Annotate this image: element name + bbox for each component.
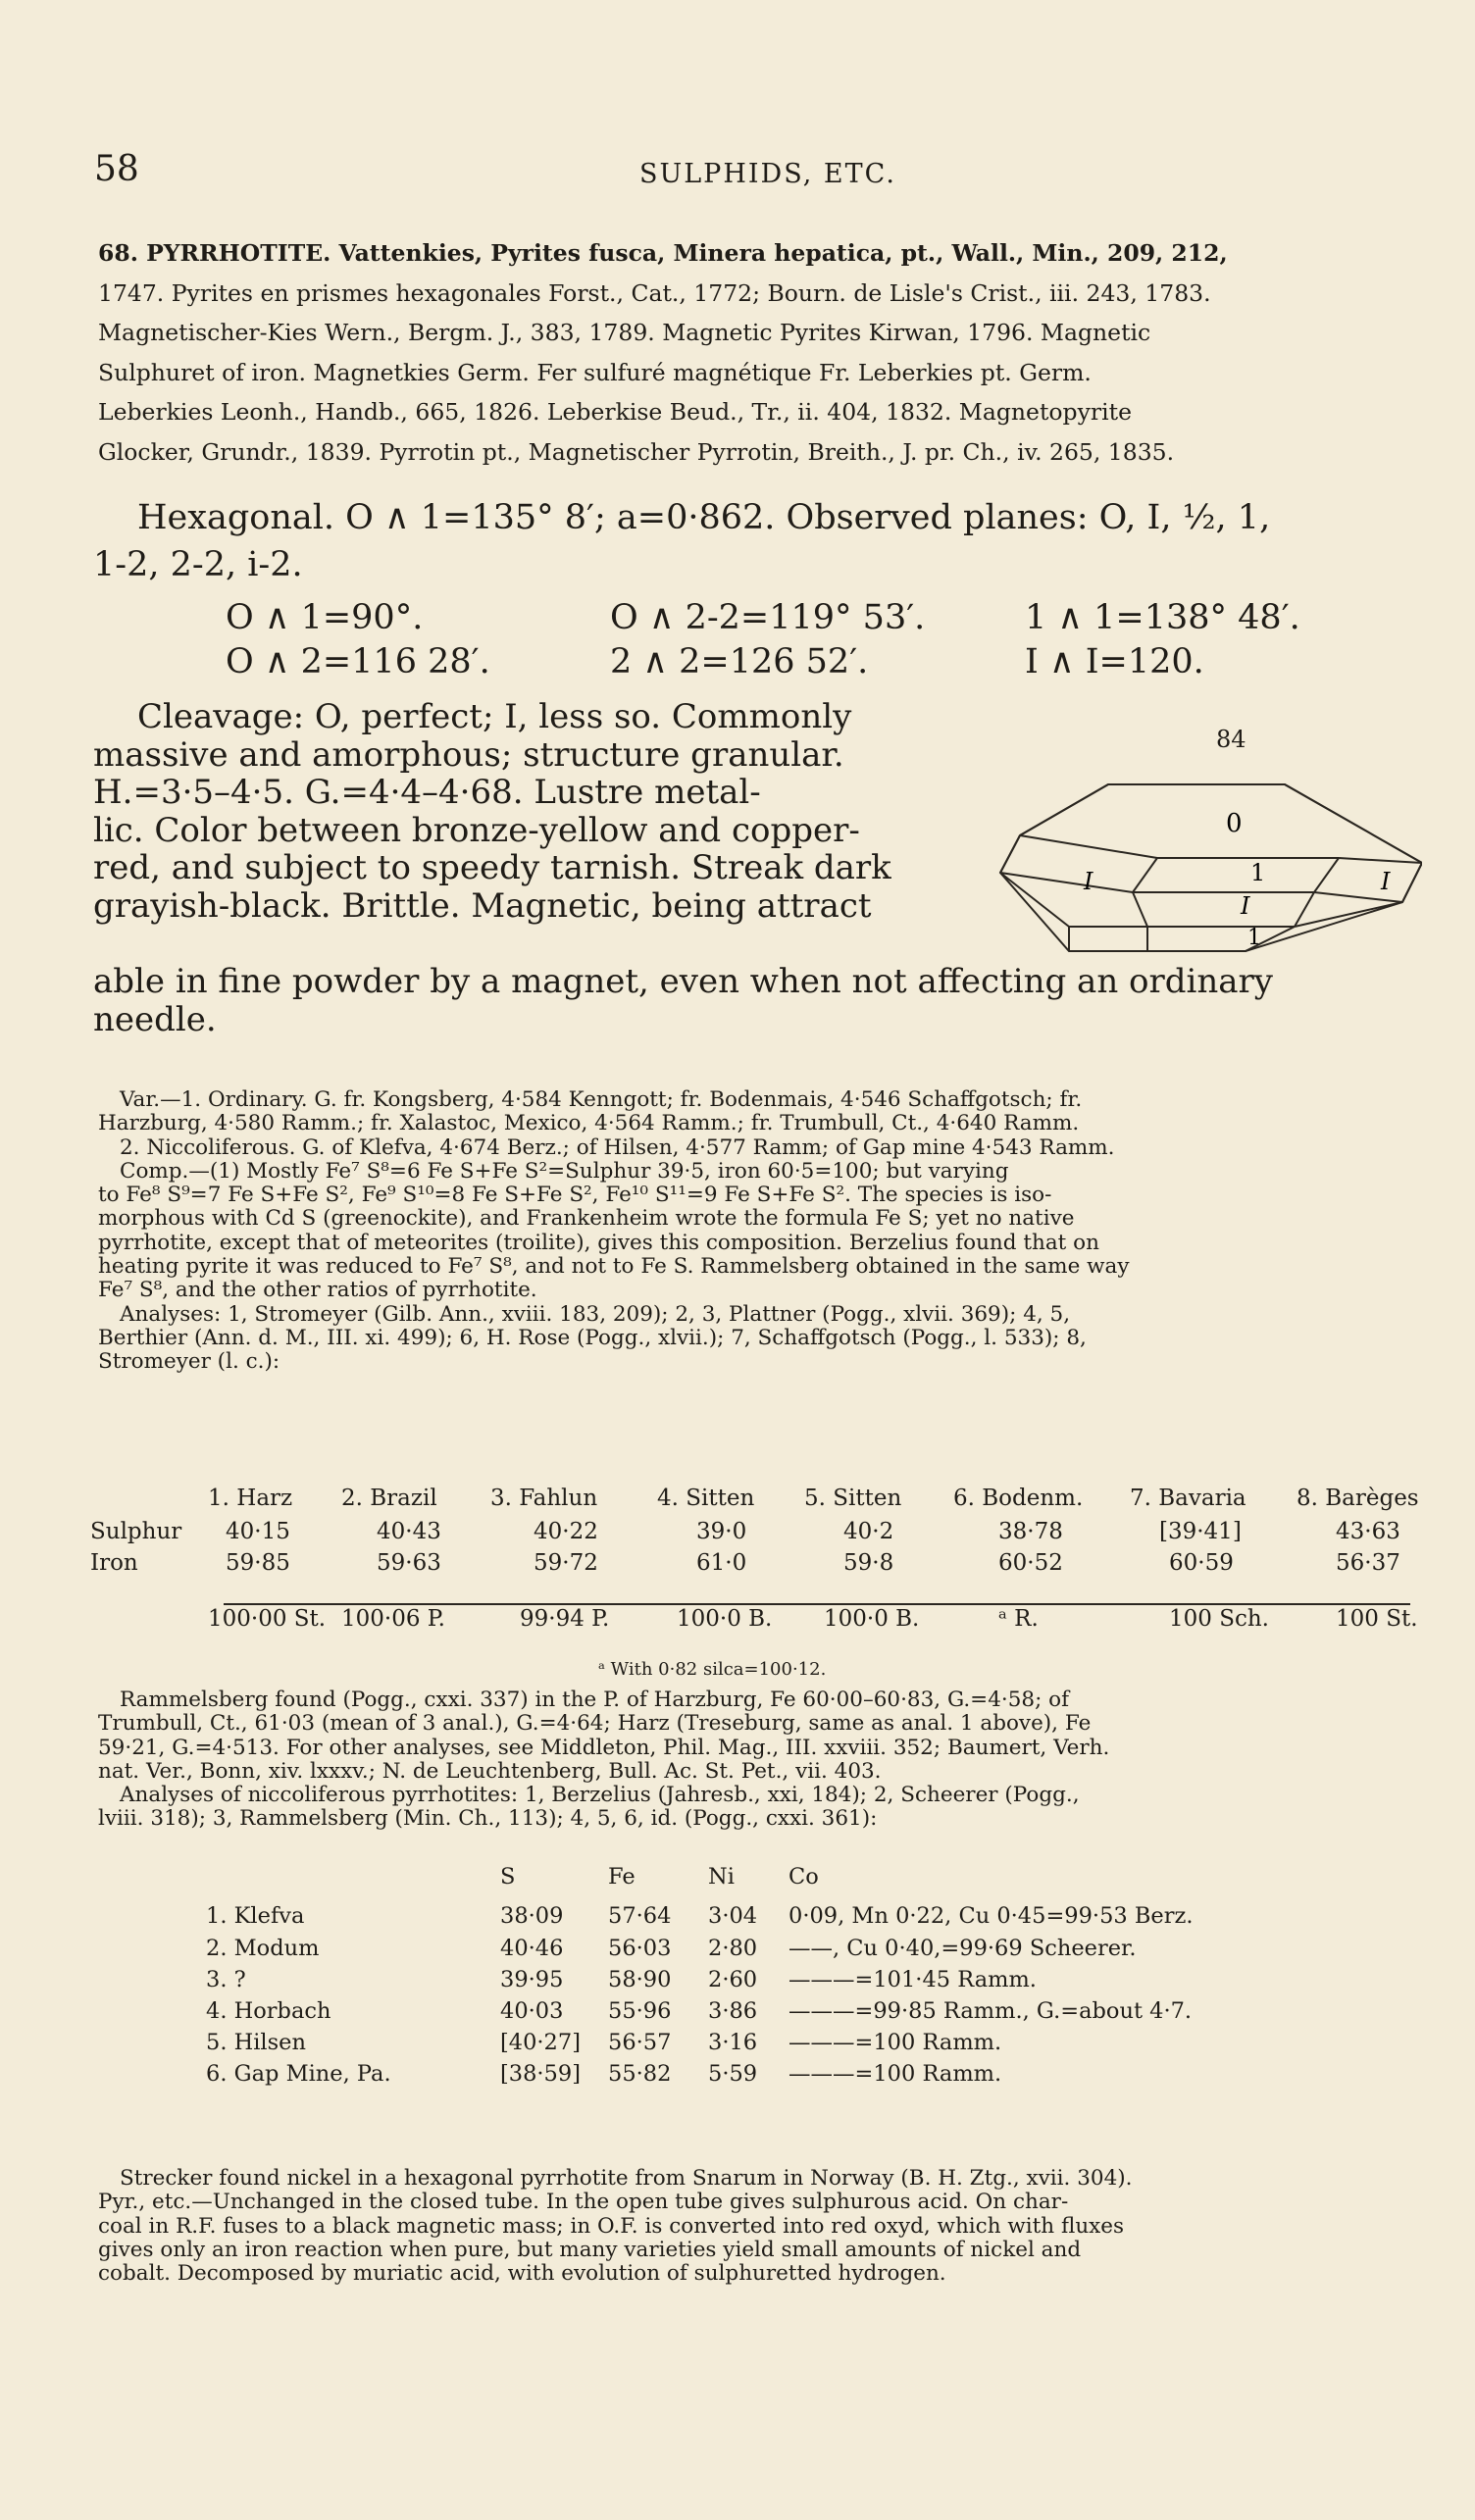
figure-label: 0 bbox=[1226, 809, 1243, 838]
table-cell: 3·86 bbox=[708, 1998, 758, 2024]
table-cell: 59·63 bbox=[377, 1550, 441, 1576]
table-cell: 60·59 bbox=[1169, 1550, 1234, 1576]
description-line: H.=3·5–4·5. G.=4·4–4·68. Lustre metal- bbox=[93, 773, 761, 812]
table-cell: 6. Gap Mine, Pa. bbox=[206, 2061, 391, 2087]
crystal-line-2: 1-2, 2-2, i-2. bbox=[93, 545, 303, 584]
table-cell: 40·22 bbox=[534, 1519, 598, 1544]
table-row bbox=[90, 1516, 1419, 1547]
text-line: coal in R.F. fuses to a black magnetic mass; in O.F. is converted into red oxyd, which with fluxes bbox=[98, 2213, 1125, 2239]
table-cell: 56·37 bbox=[1336, 1550, 1400, 1576]
description-line: grayish-black. Brittle. Magnetic, being attract bbox=[93, 885, 872, 926]
text-line: Var.—1. Ordinary. G. fr. Kongsberg, 4·584 Kenngott; fr. Bodenmais, 4·546 Schaffgotsch; fr. bbox=[120, 1087, 1083, 1112]
table-row bbox=[206, 2058, 1193, 2090]
table-cell: 38·78 bbox=[998, 1519, 1063, 1544]
crystal-line-1: Hexagonal. O ∧ 1=135° 8′; a=0·862. Observed planes: O, I, ½, 1, bbox=[137, 498, 1271, 537]
description-line: needle. bbox=[93, 999, 217, 1039]
text-line: Berthier (Ann. d. M., III. xi. 499); 6, H. Rose (Pogg., xlvii.); 7, Schaffgotsch (Pogg., l. 533); 8, bbox=[98, 1325, 1087, 1350]
table-cell: ——, Cu 0·40,=99·69 Scheerer. bbox=[788, 1936, 1137, 1961]
table-cell: 3·16 bbox=[708, 2030, 758, 2055]
table-cell: 3. ? bbox=[206, 1967, 246, 1992]
table-header: 1. Harz bbox=[208, 1486, 293, 1511]
synonymy-line: Leberkies Leonh., Handb., 665, 1826. Leberkise Beud., Tr., ii. 404, 1832. Magnetopyrite bbox=[98, 398, 1132, 426]
table-cell: 1. Klefva bbox=[206, 1902, 305, 1929]
angle-cell: O ∧ 1=90°. bbox=[226, 598, 424, 637]
table-cell: ———=99·85 Ramm., G.=about 4·7. bbox=[788, 1998, 1193, 2024]
table-row bbox=[206, 1933, 1193, 1964]
table-cell: 100·0 B. bbox=[677, 1606, 773, 1632]
rammelsberg-section bbox=[98, 1688, 1434, 1832]
varieties-section bbox=[98, 1088, 1434, 1375]
figure-label: I bbox=[1241, 892, 1250, 920]
figure-label: I bbox=[1084, 868, 1094, 895]
description-line: red, and subject to speedy tarnish. Streak dark bbox=[93, 848, 891, 887]
table-cell: 60·52 bbox=[998, 1550, 1063, 1576]
analysis-table bbox=[90, 1481, 1419, 1636]
table-row bbox=[90, 1547, 1419, 1579]
angle-cell: O ∧ 2-2=119° 53′. bbox=[610, 598, 926, 637]
table-row bbox=[206, 1964, 1193, 1995]
table-cell: 40·43 bbox=[377, 1519, 441, 1544]
description-line: lic. Color between bronze-yellow and copper- bbox=[93, 810, 860, 850]
table-header: Fe bbox=[608, 1864, 636, 1890]
table-cell: 39·95 bbox=[500, 1967, 564, 1992]
table-cell bbox=[90, 1579, 208, 1636]
synonymy-line: 1747. Pyrites en prismes hexagonales Forst., Cat., 1772; Bourn. de Lisle's Crist., iii. 243, 1783. bbox=[98, 278, 1211, 307]
table-cell: 59·85 bbox=[226, 1550, 290, 1576]
table-header bbox=[90, 1481, 208, 1516]
text-line: Comp.—(1) Mostly Fe⁷ S⁸=6 Fe S+Fe S²=Sulphur 39·5, iron 60·5=100; but varying bbox=[120, 1158, 1009, 1184]
table-cell: 38·09 bbox=[500, 1902, 564, 1929]
table-header-row bbox=[206, 1855, 1193, 1898]
table-cell: 61·0 bbox=[696, 1550, 747, 1576]
table-header: 5. Sitten bbox=[804, 1486, 902, 1511]
nickel-table bbox=[206, 1855, 1193, 2090]
table-cell: 0·09, Mn 0·22, Cu 0·45=99·53 Berz. bbox=[788, 1902, 1194, 1929]
table-cell: 100·0 B. bbox=[824, 1606, 920, 1632]
table-header: Co bbox=[788, 1864, 819, 1890]
table-cell: 2·60 bbox=[708, 1967, 758, 1992]
table-row bbox=[206, 1898, 1193, 1933]
text-line: 59·21, G.=4·513. For other analyses, see Middleton, Phil. Mag., III. xxviii. 352; Baumert, Verh. bbox=[98, 1735, 1110, 1760]
table-header bbox=[206, 1855, 500, 1898]
crystal-drawing bbox=[991, 745, 1422, 971]
table-header-row bbox=[90, 1481, 1419, 1516]
angle-cell: I ∧ I=120. bbox=[1025, 642, 1204, 681]
angle-cell: 1 ∧ 1=138° 48′. bbox=[1025, 598, 1300, 637]
table-cell: [38·59] bbox=[500, 2061, 581, 2087]
table-header: Ni bbox=[708, 1864, 735, 1890]
table-cell: ᵃ R. bbox=[998, 1606, 1039, 1632]
text-line: Strecker found nickel in a hexagonal pyrrhotite from Snarum in Norway (B. H. Ztg., xvii. 304). bbox=[120, 2166, 1133, 2191]
figure-label: 1 bbox=[1250, 859, 1266, 886]
table-cell: 59·72 bbox=[534, 1550, 598, 1576]
pyrognostics-section bbox=[98, 2167, 1434, 2286]
table-cell: ———=100 Ramm. bbox=[788, 2030, 1002, 2055]
table-header: 6. Bodenm. bbox=[953, 1486, 1084, 1511]
table-cell: 40·46 bbox=[500, 1936, 564, 1961]
text-line: 2. Niccoliferous. G. of Klefva, 4·674 Berz.; of Hilsen, 4·577 Ramm; of Gap mine 4·543 Ramm. bbox=[120, 1134, 1115, 1160]
table-header: 7. Bavaria bbox=[1130, 1486, 1246, 1511]
table-total-row bbox=[90, 1579, 1419, 1636]
table-header: 2. Brazil bbox=[341, 1486, 437, 1511]
text-line: Analyses of niccoliferous pyrrhotites: 1, Berzelius (Jahresb., xxi, 184); 2, Scheerer (Pogg., bbox=[120, 1783, 1080, 1808]
table-cell: 56·03 bbox=[608, 1936, 672, 1961]
text-line: to Fe⁸ S⁹=7 Fe S+Fe S², Fe⁹ S¹⁰=8 Fe S+Fe S², Fe¹⁰ S¹¹=9 Fe S+Fe S². The species is iso- bbox=[98, 1183, 1052, 1208]
table-cell: 55·96 bbox=[608, 1998, 672, 2024]
text-line: Trumbull, Ct., 61·03 (mean of 3 anal.), G.=4·64; Harz (Treseburg, same as anal. 1 above), Fe bbox=[98, 1711, 1092, 1737]
text-line: cobalt. Decomposed by muriatic acid, with evolution of sulphuretted hydrogen. bbox=[98, 2261, 946, 2287]
table-cell: 58·90 bbox=[608, 1967, 672, 1992]
table-header: 8. Barèges bbox=[1297, 1486, 1419, 1511]
angle-cell: O ∧ 2=116 28′. bbox=[226, 642, 490, 681]
table-cell: 2. Modum bbox=[206, 1936, 320, 1961]
table-cell: 4. Horbach bbox=[206, 1998, 331, 2024]
description-line: able in fine powder by a magnet, even when not affecting an ordinary bbox=[93, 962, 1274, 1001]
table-cell: ———=100 Ramm. bbox=[788, 2061, 1002, 2087]
description-line: Cleavage: O, perfect; I, less so. Commonly bbox=[137, 697, 852, 736]
text-line: Pyr., etc.—Unchanged in the closed tube. In the open tube gives sulphurous acid. On char- bbox=[98, 2190, 1069, 2215]
synonymy-line: Sulphuret of iron. Magnetkies Germ. Fer sulfuré magnétique Fr. Leberkies pt. Germ. bbox=[98, 358, 1092, 386]
text-line: Harzburg, 4·580 Ramm.; fr. Xalastoc, Mexico, 4·564 Ramm.; fr. Trumbull, Ct., 4·640 Ramm. bbox=[98, 1111, 1080, 1136]
sum-rule bbox=[224, 1603, 1410, 1605]
synonymy-line: 68. PYRRHOTITE. Vattenkies, Pyrites fusca, Minera hepatica, pt., Wall., Min., 209, 212, bbox=[98, 239, 1228, 267]
text-line: lviii. 318); 3, Rammelsberg (Min. Ch., 113); 4, 5, 6, id. (Pogg., cxxi. 361): bbox=[98, 1806, 878, 1832]
table-header: 4. Sitten bbox=[657, 1486, 755, 1511]
text-line: Analyses: 1, Stromeyer (Gilb. Ann., xviii. 183, 209); 2, 3, Plattner (Pogg., xlvii. 369); 4, 5, bbox=[120, 1301, 1071, 1327]
text-line: gives only an iron reaction when pure, but many varieties yield small amounts of nickel and bbox=[98, 2237, 1082, 2262]
figure-label: I bbox=[1381, 868, 1391, 895]
text-line: Fe⁷ S⁸, and the other ratios of pyrrhotite. bbox=[98, 1278, 537, 1303]
physical-description-continued bbox=[93, 963, 1437, 1038]
table-cell: 43·63 bbox=[1336, 1519, 1400, 1544]
table-cell: 55·82 bbox=[608, 2061, 672, 2087]
table-cell: [39·41] bbox=[1159, 1519, 1242, 1544]
text-line: nat. Ver., Bonn, xiv. lxxxv.; N. de Leuchtenberg, Bull. Ac. St. Pet., vii. 403. bbox=[98, 1758, 882, 1784]
physical-description bbox=[93, 698, 991, 925]
table-cell: ———=101·45 Ramm. bbox=[788, 1967, 1037, 1992]
figure-number: 84 bbox=[1216, 726, 1246, 753]
table-cell: 57·64 bbox=[608, 1902, 672, 1929]
table-cell: Iron bbox=[90, 1550, 138, 1576]
table-cell: 5. Hilsen bbox=[206, 2030, 306, 2055]
table-cell: 39·0 bbox=[696, 1519, 747, 1544]
table-cell: 40·03 bbox=[500, 1998, 564, 2024]
table-cell: 100·06 P. bbox=[341, 1606, 445, 1632]
synonymy-paragraph bbox=[98, 233, 1412, 472]
table-cell: Sulphur bbox=[90, 1519, 182, 1544]
table-cell: 3·04 bbox=[708, 1902, 758, 1929]
text-line: Rammelsberg found (Pogg., cxxi. 337) in the P. of Harzburg, Fe 60·00–60·83, G.=4·58; of bbox=[120, 1688, 1070, 1712]
text-line: pyrrhotite, except that of meteorites (troilite), gives this composition. Berzelius found that on bbox=[98, 1230, 1099, 1255]
running-title: SULPHIDS, ETC. bbox=[639, 159, 896, 189]
angle-cell: 2 ∧ 2=126 52′. bbox=[610, 642, 869, 681]
description-line: massive and amorphous; structure granular. bbox=[93, 734, 844, 775]
table-cell: 40·15 bbox=[226, 1519, 290, 1544]
table-cell: 100 St. bbox=[1336, 1606, 1418, 1632]
page-number: 58 bbox=[94, 149, 139, 189]
text-line: heating pyrite it was reduced to Fe⁷ S⁸, and not to Fe S. Rammelsberg obtained in the same way bbox=[98, 1254, 1130, 1280]
text-line: morphous with Cd S (greenockite), and Frankenheim wrote the formula Fe S; yet no native bbox=[98, 1206, 1075, 1232]
table-row bbox=[206, 1995, 1193, 2027]
synonymy-line: Glocker, Grundr., 1839. Pyrrotin pt., Magnetischer Pyrrotin, Breith., J. pr. Ch., iv. 265, 1835. bbox=[98, 437, 1175, 466]
table-cell: 56·57 bbox=[608, 2030, 672, 2055]
table-header: S bbox=[500, 1864, 516, 1890]
table-cell: 40·2 bbox=[843, 1519, 894, 1544]
synonymy-line: Magnetischer-Kies Wern., Bergm. J., 383, 1789. Magnetic Pyrites Kirwan, 1796. Magnetic bbox=[98, 319, 1151, 346]
table-cell: 100·00 St. bbox=[208, 1606, 327, 1632]
table-cell: 5·59 bbox=[708, 2061, 758, 2087]
table-row bbox=[206, 2027, 1193, 2058]
table-cell: 100 Sch. bbox=[1169, 1606, 1269, 1632]
table-cell: [40·27] bbox=[500, 2030, 581, 2055]
figure-label: 1 bbox=[1247, 926, 1261, 950]
table-cell: 59·8 bbox=[843, 1550, 894, 1576]
table-cell: 99·94 P. bbox=[520, 1606, 610, 1632]
table-header: 3. Fahlun bbox=[490, 1486, 598, 1511]
table-cell: 2·80 bbox=[708, 1936, 758, 1961]
text-line: Stromeyer (l. c.): bbox=[98, 1349, 280, 1375]
table-footnote: ᵃ With 0·82 silca=100·12. bbox=[598, 1659, 827, 1680]
